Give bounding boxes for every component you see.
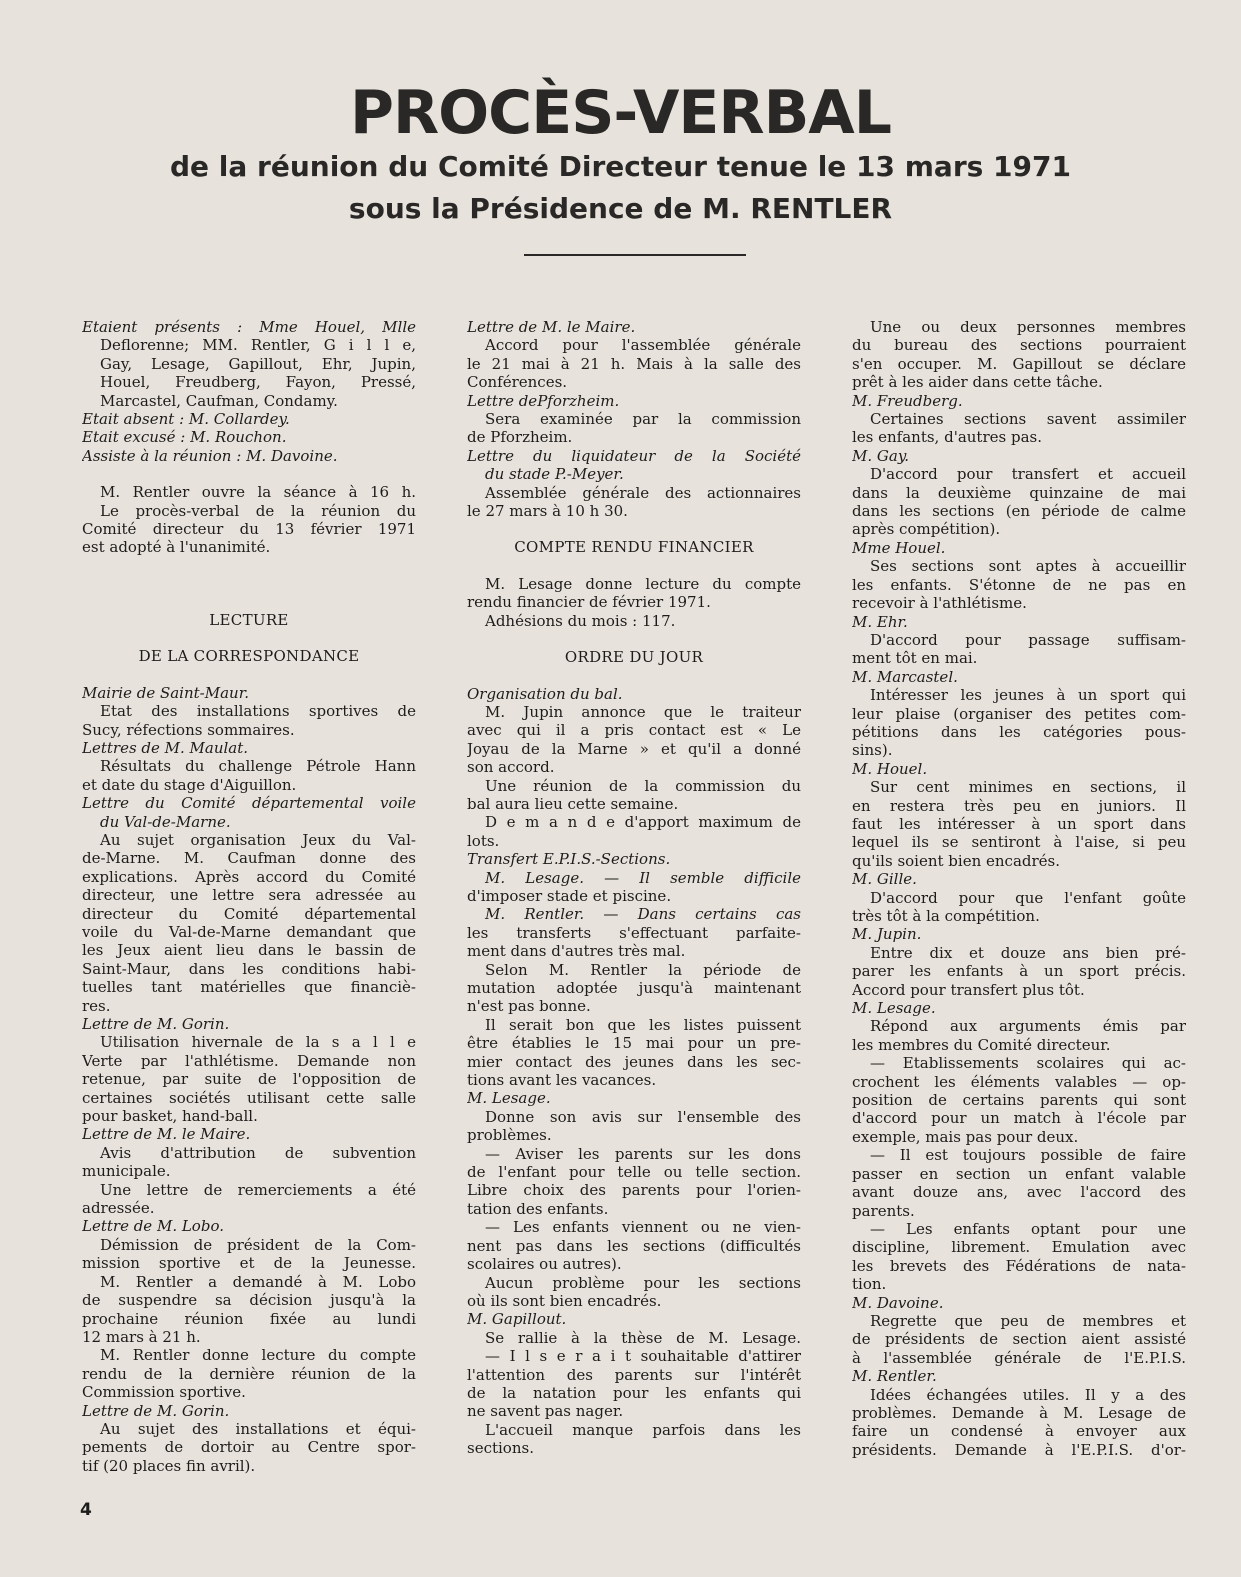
text-line: problèmes.: [467, 1126, 552, 1145]
text-line: Adhésions du mois : 117.: [485, 611, 676, 630]
speaker-label: M. Davoine.: [852, 1293, 944, 1312]
speaker-label: M. Marcastel.: [852, 667, 958, 686]
text-line: les enfants, d'autres pas.: [852, 428, 1042, 447]
text-line: L'accueil manque parfois dans les: [485, 1420, 801, 1439]
text-line: les Jeux aient lieu dans le bassin de: [82, 941, 416, 960]
spacer: [82, 666, 416, 684]
text-line: Accord pour l'assemblée générale: [485, 336, 801, 355]
text-line: mier contact des jeunes dans les sec-: [467, 1052, 801, 1071]
text-line: avec qui il a pris contact est « Le: [467, 721, 801, 740]
section-heading: DE LA CORRESPONDANCE: [138, 647, 360, 666]
text-line: Houel, Freudberg, Fayon, Pressé,: [100, 373, 416, 392]
page-number: 4: [80, 1500, 92, 1520]
speaker-label: Lettre de M. Lobo.: [82, 1217, 224, 1236]
text-line: Regrette que peu de membres et: [870, 1311, 1186, 1330]
speaker-label: Etaient présents : Mme Houel, Mlle: [82, 318, 416, 336]
text-line: faire un condensé à envoyer aux: [852, 1422, 1186, 1441]
text-line: rendu financier de février 1971.: [467, 593, 711, 612]
speaker-label: Organisation du bal.: [467, 684, 623, 703]
spacer: [467, 557, 801, 575]
text-line: — Il est toujours possible de faire: [870, 1146, 1186, 1165]
text-line: tif (20 places fin avril).: [82, 1456, 256, 1475]
text-line: Assemblée générale des actionnaires: [485, 483, 801, 502]
text-line: Sucy, réfections sommaires.: [82, 720, 295, 739]
text-line: Au sujet organisation Jeux du Val-: [100, 830, 416, 849]
spacer: [82, 465, 416, 483]
text-line: Etat des installations sportives de: [100, 702, 416, 721]
spacer: [82, 557, 416, 575]
text-line: Selon M. Rentler la période de: [485, 960, 801, 979]
text-line: passer en section un enfant valable: [852, 1164, 1186, 1183]
text-line: est adopté à l'unanimité.: [82, 538, 271, 557]
speaker-label: Etait absent : M. Collardey.: [82, 410, 290, 429]
text-line: à l'assemblée générale de l'E.P.I.S.: [852, 1348, 1186, 1367]
text-line: Résultats du challenge Pétrole Hann: [100, 757, 416, 776]
text-line: explications. Après accord du Comité: [82, 867, 416, 886]
text-line: leur plaise (organiser des petites com-: [852, 704, 1186, 723]
speaker-label: du stade P.-Meyer.: [485, 465, 624, 484]
text-line: sections.: [467, 1439, 534, 1458]
text-line: l'attention des parents sur l'intérêt: [467, 1365, 801, 1384]
text-line: les enfants. S'étonne de ne pas en: [852, 575, 1186, 594]
text-line: Verte par l'athlétisme. Demande non: [82, 1051, 416, 1070]
text-line: dans la deuxième quinzaine de mai: [852, 483, 1186, 502]
text-line: adressée.: [82, 1199, 155, 1218]
text-column-2: [467, 318, 801, 1458]
text-line: en restera très peu en juniors. Il: [852, 796, 1186, 815]
text-line: après compétition).: [852, 520, 1001, 539]
text-line: Ses sections sont aptes à accueillir: [870, 557, 1186, 576]
text-column-3: [852, 318, 1186, 1459]
text-line: très tôt à la compétition.: [852, 907, 1040, 925]
spacer: [82, 575, 416, 593]
text-line: Il serait bon que les listes puissent: [485, 1015, 801, 1034]
speaker-label: Etait excusé : M. Rouchon.: [82, 428, 287, 447]
subtitle-line-1: de la réunion du Comité Directeur tenue le 13 mars 1971: [170, 150, 1071, 183]
text-line: Commission sportive.: [82, 1383, 246, 1402]
speaker-label: Transfert E.P.I.S.-Sections.: [467, 850, 671, 869]
text-line: avant douze ans, avec l'accord des: [852, 1183, 1186, 1202]
text-line: de la natation pour les enfants qui: [467, 1383, 801, 1402]
text-line: M. Jupin annonce que le traiteur: [485, 702, 801, 721]
speaker-label: M. Houel.: [852, 759, 928, 778]
text-line: dans les sections (en période de calme: [852, 502, 1186, 521]
speaker-label: M. Gay.: [852, 446, 910, 465]
text-line: Certaines sections savent assimiler: [870, 410, 1186, 429]
text-line: de l'enfant pour telle ou telle section.: [467, 1163, 801, 1182]
text-line: problèmes. Demande à M. Lesage de: [852, 1403, 1186, 1422]
text-line: s'en occuper. M. Gapillout se déclare: [852, 354, 1186, 373]
title-divider: [524, 254, 746, 256]
section-heading: LECTURE: [209, 610, 289, 629]
speaker-label: M. Gapillout.: [467, 1310, 567, 1329]
text-line: parents.: [852, 1201, 915, 1220]
text-line: crochent les éléments valables — op-: [852, 1072, 1186, 1091]
text-line: bal aura lieu cette semaine.: [467, 794, 679, 813]
text-line: Sur cent minimes en sections, il: [870, 778, 1186, 797]
text-line: tion.: [852, 1275, 887, 1294]
speaker-label: M. Ehr.: [852, 612, 908, 631]
text-line: directeur du Comité départemental: [82, 904, 416, 923]
speaker-label: Lettre du Comité départemental voile: [82, 794, 416, 813]
text-line: D'accord pour que l'enfant goûte: [870, 888, 1186, 907]
speaker-label: M. Lesage.: [467, 1089, 551, 1108]
text-line: tuelles tant matérielles que financiè-: [82, 978, 416, 997]
text-line: où ils sont bien encadrés.: [467, 1291, 662, 1310]
text-line: n'est pas bonne.: [467, 997, 591, 1016]
text-line: nent pas dans les sections (difficultés: [467, 1236, 801, 1255]
text-line: les transferts s'effectuant parfaite-: [467, 923, 801, 942]
text-line: Au sujet des installations et équi-: [100, 1419, 416, 1438]
text-line: faut les intéresser à un sport dans: [852, 814, 1186, 833]
text-line: Sera examinée par la commission: [485, 410, 801, 429]
text-line: d'imposer stade et piscine.: [467, 886, 672, 905]
text-line: res.: [82, 996, 111, 1015]
text-line: de suspendre sa décision jusqu'à la: [82, 1291, 416, 1310]
text-line: le 27 mars à 10 h 30.: [467, 502, 628, 521]
text-line: Intéresser les jeunes à un sport qui: [870, 686, 1186, 705]
text-line: position de certains parents qui sont: [852, 1091, 1186, 1110]
text-line: — Les enfants optant pour une: [870, 1219, 1186, 1238]
text-line: rendu de la dernière réunion de la: [82, 1364, 416, 1383]
speaker-label: M. Freudberg.: [852, 391, 963, 410]
speaker-label: M. Rentler.: [852, 1367, 937, 1386]
spacer: [82, 629, 416, 647]
speaker-label: Lettre de M. le Maire.: [82, 1125, 251, 1144]
text-line: mission sportive et de la Jeunesse.: [82, 1254, 416, 1273]
text-line: Deflorenne; MM. Rentler, G i l l e,: [100, 336, 416, 355]
speaker-label: Lettre dePforzheim.: [467, 391, 620, 410]
spacer: [467, 520, 801, 538]
text-line: Donne son avis sur l'ensemble des: [485, 1107, 801, 1126]
text-line: directeur, une lettre sera adressée au: [82, 886, 416, 905]
text-line: Démission de président de la Com-: [100, 1235, 416, 1254]
text-line: D'accord pour transfert et accueil: [870, 465, 1186, 484]
text-line: lequel ils se sentiront à l'aise, si peu: [852, 833, 1186, 852]
text-line: scolaires ou autres).: [467, 1255, 622, 1274]
text-line: sins).: [852, 741, 893, 760]
text-line: retenue, par suite de l'opposition de: [82, 1070, 416, 1089]
text-line: les membres du Comité directeur.: [852, 1035, 1111, 1054]
text-line: et date du stage d'Aiguillon.: [82, 775, 297, 794]
text-line: son accord.: [467, 758, 555, 777]
speaker-label: Lettre de M. le Maire.: [467, 318, 636, 336]
spacer: [467, 630, 801, 648]
text-line: être établies le 15 mai pour un pre-: [467, 1034, 801, 1053]
text-line: prochaine réunion fixée au lundi: [82, 1309, 416, 1328]
text-line: municipale.: [82, 1162, 171, 1181]
text-line: pétitions dans les catégories pous-: [852, 722, 1186, 741]
text-line: de-Marne. M. Caufman donne des: [82, 849, 416, 868]
text-line: Idées échangées utiles. Il y a des: [870, 1385, 1186, 1404]
text-line: M. Rentler a demandé à M. Lobo: [100, 1272, 416, 1291]
text-line: présidents. Demande à l'E.P.I.S. d'or-: [852, 1440, 1186, 1459]
text-line: — Aviser les parents sur les dons: [485, 1144, 801, 1163]
speaker-label: Mairie de Saint-Maur.: [82, 683, 249, 702]
text-line: Se rallie à la thèse de M. Lesage.: [485, 1328, 801, 1347]
text-line: Marcastel, Caufman, Condamy.: [100, 391, 338, 410]
text-line: — Les enfants viennent ou ne vien-: [485, 1218, 801, 1237]
text-line: — Etablissements scolaires qui ac-: [870, 1054, 1186, 1073]
text-line: mutation adoptée jusqu'à maintenant: [467, 979, 801, 997]
speaker-label: du Val-de-Marne.: [100, 812, 231, 831]
speaker-label: Assiste à la réunion : M. Davoine.: [82, 446, 338, 465]
text-line: Joyau de la Marne » et qu'il a donné: [467, 739, 801, 758]
text-line: M. Lesage donne lecture du compte: [485, 574, 801, 593]
text-line: ment tôt en mai.: [852, 649, 978, 668]
text-line: du bureau des sections pourraient: [852, 336, 1186, 355]
text-line: Saint-Maur, dans les conditions habi-: [82, 959, 416, 978]
text-line: Répond aux arguments émis par: [870, 1017, 1186, 1036]
text-line: voile du Val-de-Marne demandant que: [82, 922, 416, 941]
text-line: 12 mars à 21 h.: [82, 1327, 201, 1346]
text-line: Le procès-verbal de la réunion du: [100, 501, 416, 520]
text-line: Comité directeur du 13 février 1971: [82, 520, 416, 539]
text-line: Libre choix des parents pour l'orien-: [467, 1181, 801, 1200]
speaker-label: Lettre de M. Gorin.: [82, 1401, 230, 1420]
speaker-label: Lettre du liquidateur de la Société: [467, 446, 801, 465]
text-line: D e m a n d e d'apport maximum de: [485, 813, 801, 832]
text-line: le 21 mai à 21 h. Mais à la salle des: [467, 354, 801, 373]
text-line: discipline, librement. Emulation avec: [852, 1238, 1186, 1257]
text-line: Une ou deux personnes membres: [870, 318, 1186, 336]
text-line: ne savent pas nager.: [467, 1402, 624, 1421]
text-line: Conférences.: [467, 373, 568, 392]
speaker-label: M. Gille.: [852, 870, 917, 889]
speaker-label: Mme Houel.: [852, 538, 946, 557]
section-heading: ORDRE DU JOUR: [564, 648, 704, 667]
text-line: recevoir à l'athlétisme.: [852, 594, 1027, 613]
speaker-label: M. Rentler. — Dans certains cas: [485, 905, 801, 924]
text-line: de Pforzheim.: [467, 428, 573, 447]
spacer: [467, 667, 801, 685]
text-line: parer les enfants à un sport précis.: [852, 962, 1186, 981]
text-line: Gay, Lesage, Gapillout, Ehr, Jupin,: [100, 354, 416, 373]
text-line: Entre dix et douze ans bien pré-: [870, 943, 1186, 962]
text-line: qu'ils soient bien encadrés.: [852, 851, 1061, 870]
text-line: exemple, mais pas pour deux.: [852, 1127, 1079, 1146]
text-line: Accord pour transfert plus tôt.: [852, 980, 1085, 999]
text-line: d'accord pour un match à l'école par: [852, 1109, 1186, 1128]
text-line: ment dans d'autres très mal.: [467, 942, 686, 961]
text-line: M. Rentler donne lecture du compte: [100, 1346, 416, 1365]
speaker-label: M. Lesage.: [852, 999, 936, 1018]
text-line: les brevets des Fédérations de nata-: [852, 1256, 1186, 1275]
text-line: D'accord pour passage suffisam-: [870, 630, 1186, 649]
text-line: tation des enfants.: [467, 1199, 609, 1218]
text-line: Une lettre de remerciements a été: [100, 1180, 416, 1199]
text-line: Avis d'attribution de subvention: [100, 1143, 416, 1162]
text-line: certaines sociétés utilisant cette salle: [82, 1088, 416, 1107]
spacer: [82, 593, 416, 611]
text-line: M. Rentler ouvre la séance à 16 h.: [100, 483, 416, 502]
text-line: prêt à les aider dans cette tâche.: [852, 373, 1103, 392]
section-heading: COMPTE RENDU FINANCIER: [514, 538, 754, 557]
subtitle-line-2: sous la Présidence de M. RENTLER: [348, 192, 893, 225]
text-line: Utilisation hivernale de la s a l l e: [100, 1033, 416, 1052]
text-line: de présidents de section aient assisté: [852, 1330, 1186, 1349]
page-title: PROCÈS-VERBAL: [350, 78, 891, 148]
text-column-1: [82, 318, 416, 1475]
text-line: — I l s e r a i t souhaitable d'attirer: [485, 1347, 801, 1366]
text-line: Une réunion de la commission du: [485, 776, 801, 795]
text-line: pements de dortoir au Centre spor-: [82, 1438, 416, 1457]
text-line: Aucun problème pour les sections: [485, 1273, 801, 1292]
speaker-label: Lettres de M. Maulat.: [82, 738, 249, 757]
speaker-label: M. Lesage. — Il semble difficile: [485, 868, 801, 887]
speaker-label: M. Jupin.: [852, 925, 922, 944]
text-line: tions avant les vacances.: [467, 1071, 657, 1090]
text-line: pour basket, hand-ball.: [82, 1107, 258, 1126]
speaker-label: Lettre de M. Gorin.: [82, 1015, 230, 1033]
text-line: lots.: [467, 831, 500, 850]
